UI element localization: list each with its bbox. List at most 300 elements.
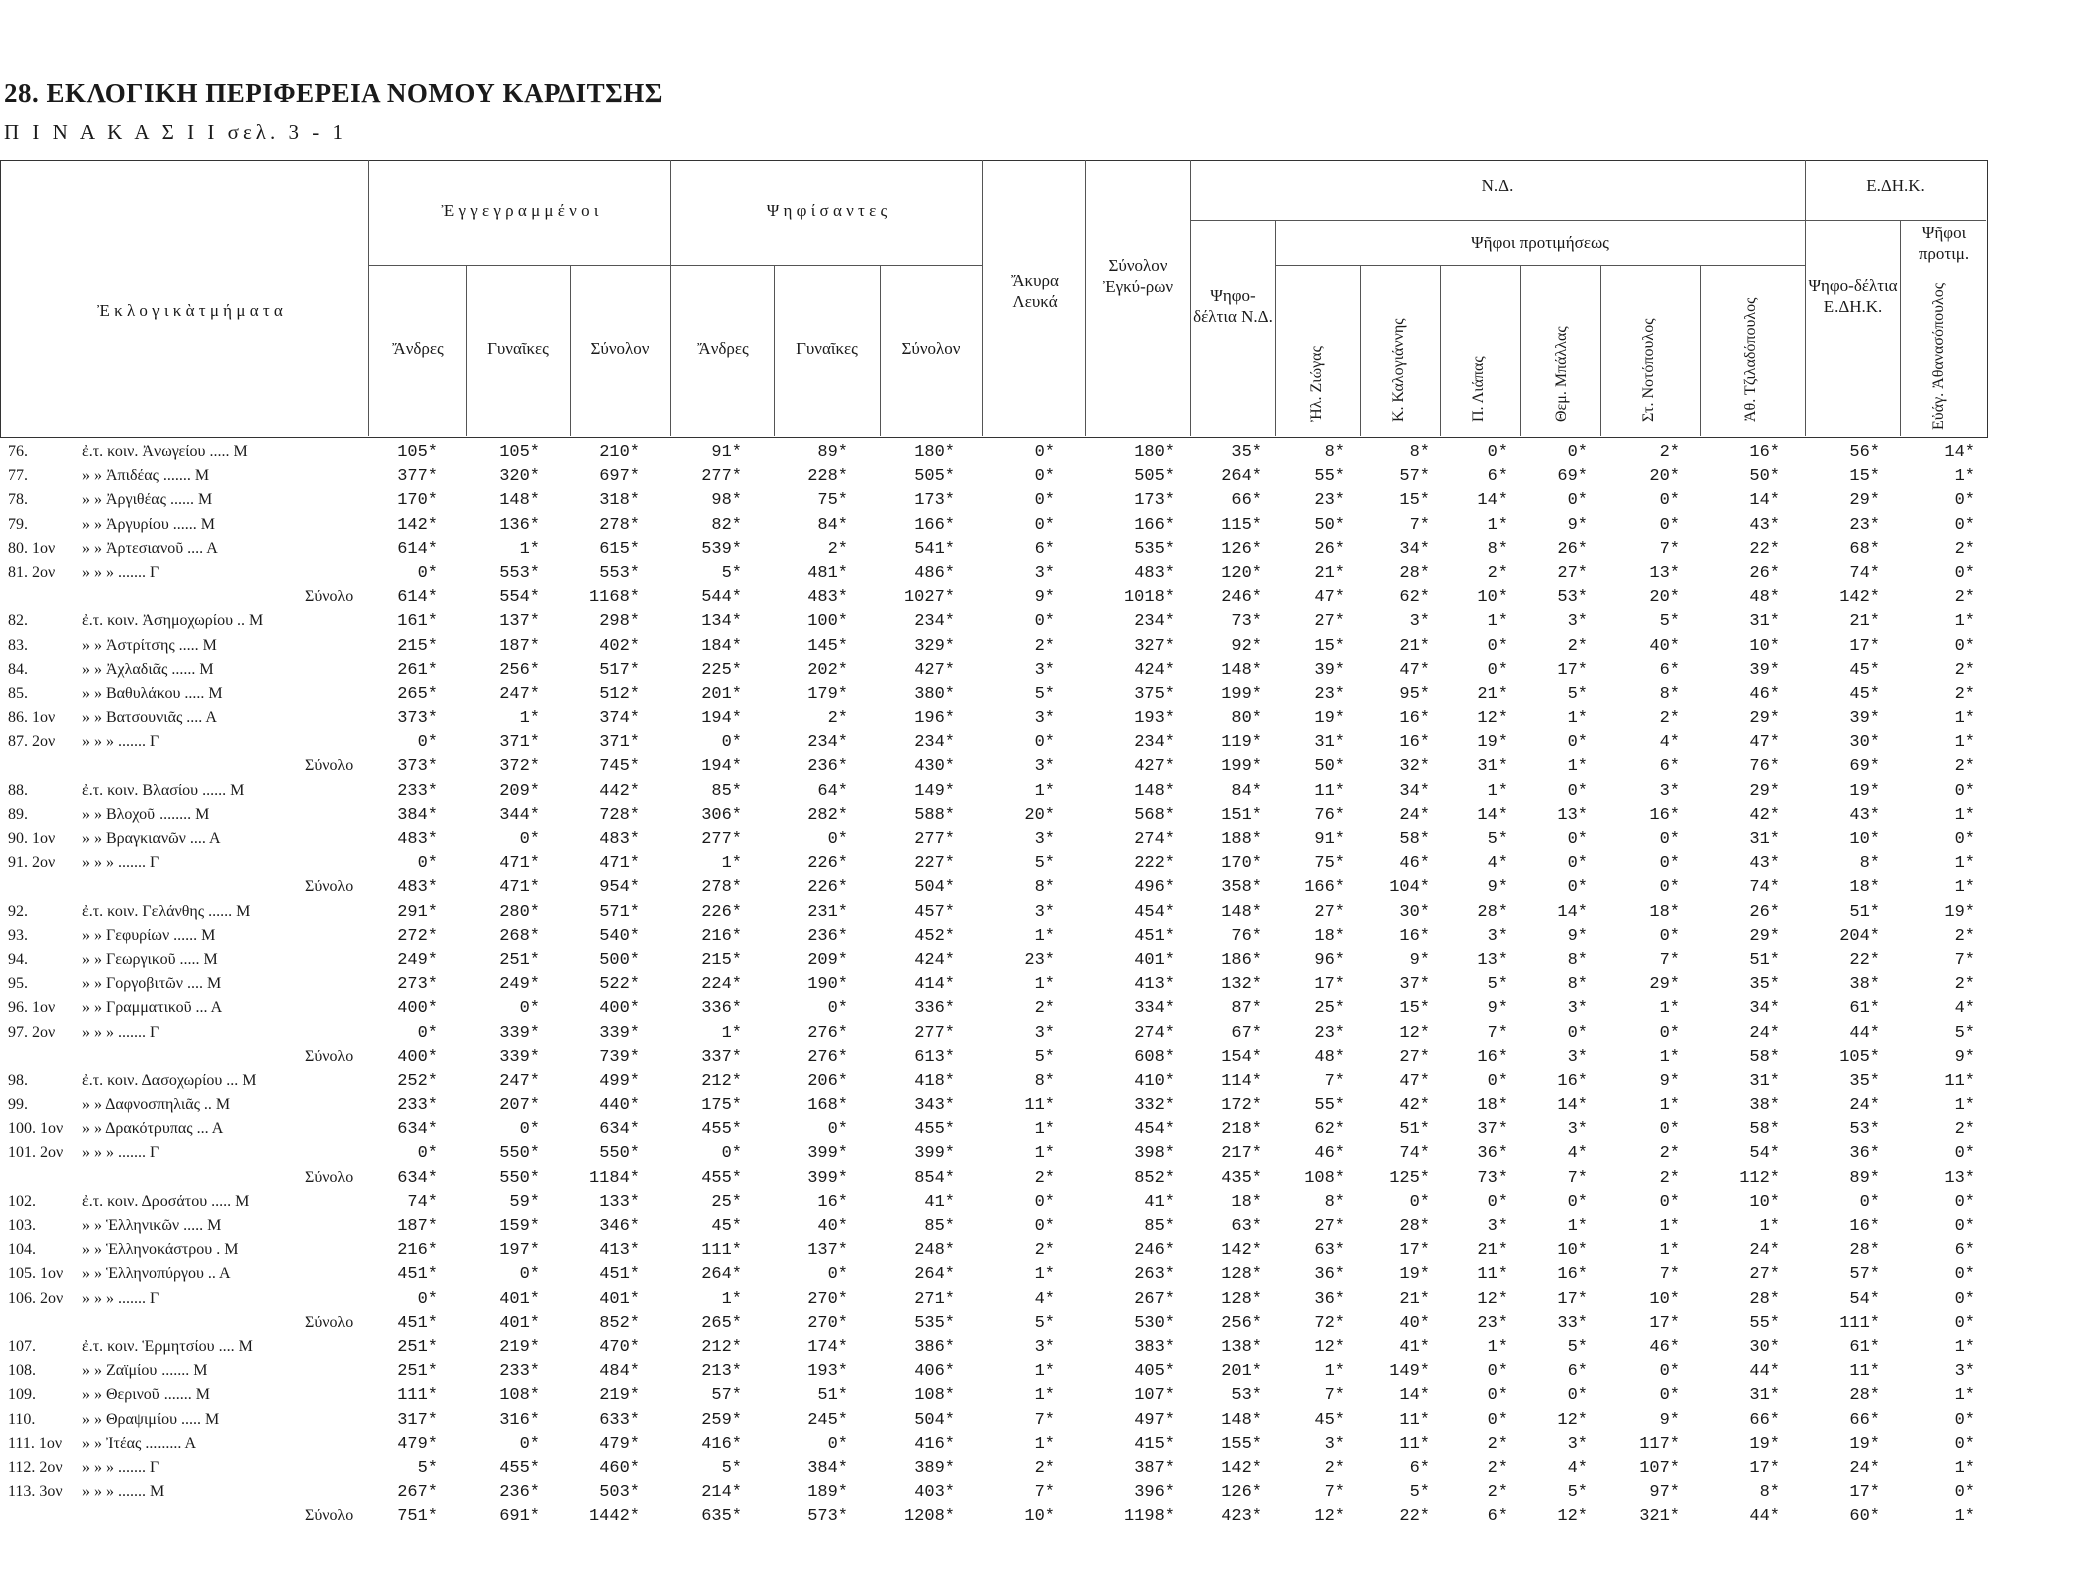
table-cell: 745* <box>599 757 640 777</box>
table-cell: 634* <box>397 1120 438 1140</box>
table-cell: 483* <box>1134 563 1175 583</box>
table-cell: 108* <box>499 1386 540 1406</box>
table-cell: 117* <box>1639 1434 1680 1454</box>
table-cell: 57* <box>1399 467 1430 487</box>
table-cell: 193* <box>1134 709 1175 729</box>
table-cell: 170* <box>397 491 438 511</box>
table-cell: 4* <box>1659 733 1680 753</box>
table-cell: 12* <box>1314 1337 1345 1357</box>
table-row <box>0 1169 1990 1193</box>
row-label: » » Θερινοῦ ....... Μ <box>82 1386 210 1404</box>
table-cell: 265* <box>397 684 438 704</box>
table-cell: 10* <box>1557 1241 1588 1261</box>
row-label: Σύνολο <box>305 1507 354 1525</box>
table-cell: 48* <box>1749 588 1780 608</box>
table-cell: 1* <box>1954 709 1975 729</box>
table-cell: 0* <box>417 1289 438 1309</box>
table-cell: 5* <box>1954 1023 1975 1043</box>
table-cell: 59* <box>509 1192 540 1212</box>
row-label: » » » ....... Γ <box>82 854 160 872</box>
table-cell: 17* <box>1314 975 1345 995</box>
row-number: 107. <box>8 1337 36 1355</box>
table-cell: 691* <box>499 1507 540 1527</box>
table-cell: 413* <box>1134 975 1175 995</box>
header-divider <box>1190 160 1191 436</box>
row-number: 94. <box>8 950 28 968</box>
table-cell: 512* <box>599 684 640 704</box>
table-cell: 274* <box>1134 830 1175 849</box>
table-cell: 199* <box>1221 757 1262 777</box>
row-number: 86. 1ον <box>8 709 56 727</box>
table-cell: 26* <box>1749 563 1780 583</box>
row-number: 89. <box>8 805 28 823</box>
table-row <box>0 1435 1990 1459</box>
row-label: » » Ἀργιθέας ...... Μ <box>82 491 213 509</box>
table-cell: 1* <box>1954 1386 1975 1406</box>
table-cell: 74* <box>1849 563 1880 583</box>
row-number: 110. <box>8 1410 36 1428</box>
table-cell: 155* <box>1221 1434 1262 1454</box>
table-cell: 0* <box>1567 733 1588 753</box>
table-cell: 1* <box>519 709 540 729</box>
table-cell: 19* <box>1944 902 1975 922</box>
table-cell: 1* <box>1487 1337 1508 1357</box>
table-cell: 479* <box>599 1434 640 1454</box>
table-row <box>0 1217 1990 1241</box>
table-cell: 1442* <box>588 1507 640 1527</box>
table-cell: 151* <box>1221 805 1262 825</box>
table-cell: 0* <box>827 830 848 849</box>
table-cell: 187* <box>499 636 540 656</box>
table-cell: 7* <box>1954 950 1975 970</box>
table-cell: 54* <box>1849 1289 1880 1309</box>
registered-header: Ἐ γ γ ε γ ρ α μ μ έ ν ο ι <box>441 201 599 220</box>
table-cell: 0* <box>1954 1265 1975 1285</box>
table-cell: 63* <box>1314 1241 1345 1261</box>
table-cell: 2* <box>1954 588 1975 608</box>
table-cell: 30* <box>1399 902 1430 922</box>
table-cell: 0* <box>1659 1362 1680 1382</box>
row-number: 83. <box>8 636 28 654</box>
table-cell: 9* <box>1034 588 1055 608</box>
table-cell: 36* <box>1314 1289 1345 1309</box>
table-cell: 137* <box>807 1241 848 1261</box>
table-cell: 96* <box>1314 950 1345 970</box>
table-cell: 852* <box>599 1313 640 1333</box>
table-cell: 9* <box>1487 878 1508 898</box>
table-cell: 8* <box>1567 950 1588 970</box>
table-cell: 380* <box>914 684 955 704</box>
table-cell: 346* <box>599 1217 640 1236</box>
table-cell: 339* <box>499 1047 540 1067</box>
table-cell: 401* <box>1134 950 1175 970</box>
table-cell: 336* <box>914 999 955 1019</box>
table-cell: 401* <box>599 1289 640 1309</box>
table-cell: 31* <box>1314 733 1345 753</box>
table-cell: 45* <box>1314 1410 1345 1430</box>
voted-total-header: Σύνολον <box>901 339 961 358</box>
table-cell: 1* <box>1954 1337 1975 1357</box>
table-cell: 246* <box>1134 1241 1175 1261</box>
candidate-header: Στ. Νοτόπουλος <box>1640 318 1657 422</box>
table-cell: 0* <box>1567 1023 1588 1043</box>
row-number: 109. <box>8 1386 36 1404</box>
table-cell: 39* <box>1849 709 1880 729</box>
table-cell: 373* <box>397 709 438 729</box>
table-cell: 553* <box>599 563 640 583</box>
row-number: 97. 2ον <box>8 1023 56 1041</box>
table-cell: 36* <box>1849 1144 1880 1164</box>
row-number: 98. <box>8 1071 28 1089</box>
table-cell: 27* <box>1557 563 1588 583</box>
table-cell: 16* <box>1399 709 1430 729</box>
table-cell: 17* <box>1849 1483 1880 1503</box>
table-cell: 1* <box>1759 1217 1780 1236</box>
table-cell: 18* <box>1649 902 1680 922</box>
table-cell: 74* <box>1749 878 1780 898</box>
table-row <box>0 709 1990 733</box>
table-cell: 108* <box>914 1386 955 1406</box>
table-cell: 234* <box>914 612 955 632</box>
table-cell: 168* <box>807 1096 848 1116</box>
table-cell: 2* <box>1954 539 1975 559</box>
table-row <box>0 999 1990 1023</box>
voted-women-header: Γυναῖκες <box>796 339 858 358</box>
table-cell: 0* <box>519 830 540 849</box>
table-cell: 339* <box>599 1023 640 1043</box>
table-cell: 91* <box>1314 830 1345 849</box>
table-cell: 202* <box>807 660 848 680</box>
table-cell: 277* <box>914 830 955 849</box>
candidate-header: Ἠλ. Ζιώγας <box>1308 346 1325 422</box>
table-cell: 852* <box>1134 1168 1175 1188</box>
table-cell: 0* <box>1659 830 1680 849</box>
table-cell: 44* <box>1749 1362 1780 1382</box>
table-cell: 387* <box>1134 1458 1175 1478</box>
table-cell: 427* <box>1134 757 1175 777</box>
table-cell: 27* <box>1314 1217 1345 1236</box>
table-cell: 43* <box>1849 805 1880 825</box>
row-label: » » » ....... Γ <box>82 563 160 581</box>
table-cell: 21* <box>1477 684 1508 704</box>
table-cell: 16* <box>1557 1265 1588 1285</box>
table-cell: 43* <box>1749 854 1780 874</box>
table-cell: 216* <box>397 1241 438 1261</box>
table-cell: 187* <box>397 1217 438 1236</box>
table-cell: 17* <box>1649 1313 1680 1333</box>
registered-men-header: Ἄνδρες <box>392 339 444 358</box>
table-cell: 37* <box>1477 1120 1508 1140</box>
table-cell: 386* <box>914 1337 955 1357</box>
table-cell: 66* <box>1749 1410 1780 1430</box>
table-cell: 405* <box>1134 1362 1175 1382</box>
table-cell: 7* <box>1324 1483 1345 1503</box>
row-label: » » Γοργοβιτῶν .... Μ <box>82 975 222 993</box>
table-cell: 751* <box>397 1507 438 1527</box>
table-cell: 46* <box>1749 684 1780 704</box>
table-cell: 0* <box>1954 1289 1975 1309</box>
table-cell: 204* <box>1839 926 1880 946</box>
table-cell: 100* <box>807 612 848 632</box>
table-cell: 588* <box>914 805 955 825</box>
table-cell: 3* <box>1034 757 1055 777</box>
table-cell: 92* <box>1231 636 1262 656</box>
table-cell: 39* <box>1749 660 1780 680</box>
table-cell: 0* <box>1034 443 1055 462</box>
table-cell: 553* <box>499 563 540 583</box>
table-cell: 209* <box>499 781 540 801</box>
table-cell: 142* <box>1221 1241 1262 1261</box>
table-cell: 42* <box>1399 1096 1430 1116</box>
table-cell: 1018* <box>1123 588 1175 608</box>
table-cell: 28* <box>1849 1386 1880 1406</box>
table-cell: 573* <box>807 1507 848 1527</box>
table-cell: 44* <box>1849 1023 1880 1043</box>
table-cell: 0* <box>1659 878 1680 898</box>
table-cell: 401* <box>499 1313 540 1333</box>
table-cell: 1* <box>1034 1386 1055 1406</box>
table-row <box>0 1072 1990 1096</box>
table-cell: 35* <box>1749 975 1780 995</box>
table-cell: 471* <box>599 854 640 874</box>
table-cell: 74* <box>1399 1144 1430 1164</box>
table-cell: 400* <box>599 999 640 1019</box>
table-cell: 18* <box>1231 1192 1262 1212</box>
row-label: » » Ζαϊμίου ....... Μ <box>82 1362 208 1380</box>
table-row <box>0 467 1990 491</box>
table-cell: 126* <box>1221 1483 1262 1503</box>
table-cell: 217* <box>1221 1144 1262 1164</box>
table-cell: 28* <box>1849 1241 1880 1261</box>
table-cell: 3* <box>1487 1217 1508 1236</box>
table-cell: 14* <box>1557 902 1588 922</box>
table-cell: 0* <box>721 1144 742 1164</box>
table-cell: 226* <box>807 854 848 874</box>
table-cell: 427* <box>914 660 955 680</box>
table-cell: 2* <box>1324 1458 1345 1478</box>
table-cell: 17* <box>1557 1289 1588 1309</box>
table-cell: 55* <box>1749 1313 1780 1333</box>
table-cell: 69* <box>1557 467 1588 487</box>
table-cell: 451* <box>599 1265 640 1285</box>
candidate-header: Ἀθ. Τζιλαδόπουλος <box>1742 297 1759 422</box>
table-cell: 554* <box>499 588 540 608</box>
table-cell: 6* <box>1409 1458 1430 1478</box>
table-cell: 161* <box>397 612 438 632</box>
table-cell: 496* <box>1134 878 1175 898</box>
row-number: 96. 1ον <box>8 999 56 1017</box>
table-cell: 97* <box>1649 1483 1680 1503</box>
table-cell: 0* <box>1034 515 1055 535</box>
table-cell: 219* <box>599 1386 640 1406</box>
row-number: 95. <box>8 975 28 993</box>
table-cell: 159* <box>499 1217 540 1236</box>
table-cell: 16* <box>1557 1071 1588 1091</box>
table-cell: 24* <box>1749 1241 1780 1261</box>
table-cell: 50* <box>1314 515 1345 535</box>
table-cell: 54* <box>1749 1144 1780 1164</box>
table-cell: 13* <box>1557 805 1588 825</box>
table-cell: 1* <box>1487 612 1508 632</box>
table-cell: 75* <box>817 491 848 511</box>
table-cell: 442* <box>599 781 640 801</box>
table-cell: 0* <box>1567 781 1588 801</box>
table-cell: 133* <box>599 1192 640 1212</box>
table-cell: 2* <box>1659 443 1680 462</box>
table-cell: 19* <box>1314 709 1345 729</box>
table-cell: 38* <box>1749 1096 1780 1116</box>
table-cell: 249* <box>397 950 438 970</box>
table-cell: 142* <box>1839 588 1880 608</box>
table-cell: 739* <box>599 1047 640 1067</box>
table-row <box>0 1144 1990 1168</box>
table-cell: 2* <box>1567 636 1588 656</box>
table-cell: 13* <box>1649 563 1680 583</box>
table-cell: 540* <box>599 926 640 946</box>
table-cell: 132* <box>1221 975 1262 995</box>
table-cell: 9* <box>1487 999 1508 1019</box>
table-cell: 209* <box>807 950 848 970</box>
table-cell: 173* <box>914 491 955 511</box>
row-label: Σύνολο <box>305 757 354 775</box>
table-cell: 1* <box>1954 854 1975 874</box>
table-row <box>0 612 1990 636</box>
table-cell: 633* <box>599 1410 640 1430</box>
table-cell: 0* <box>1487 660 1508 680</box>
table-cell: 0* <box>519 1265 540 1285</box>
table-cell: 550* <box>499 1168 540 1188</box>
row-label: » » Βατσουνιᾶς .... Α <box>82 709 217 727</box>
table-cell: 483* <box>599 830 640 849</box>
table-cell: 0* <box>1954 1144 1975 1164</box>
table-cell: 30* <box>1849 733 1880 753</box>
table-cell: 3* <box>1324 1434 1345 1454</box>
table-cell: 219* <box>499 1337 540 1357</box>
row-label: ἐ.τ. κοιν. Βλασίου ...... Μ <box>82 781 245 799</box>
row-label: » » Γραμματικοῦ ... Α <box>82 999 223 1017</box>
table-cell: 0* <box>1487 443 1508 462</box>
table-cell: 375* <box>1134 684 1175 704</box>
table-cell: 2* <box>1954 684 1975 704</box>
table-cell: 3* <box>1567 612 1588 632</box>
table-row <box>0 854 1990 878</box>
table-cell: 5* <box>1034 854 1055 874</box>
table-cell: 0* <box>1659 1023 1680 1043</box>
table-row <box>0 1290 1990 1314</box>
table-cell: 535* <box>914 1313 955 1333</box>
table-cell: 225* <box>701 660 742 680</box>
table-cell: 249* <box>499 975 540 995</box>
table-cell: 126* <box>1221 539 1262 559</box>
row-number: 79. <box>8 515 28 533</box>
table-cell: 247* <box>499 1071 540 1091</box>
table-cell: 3* <box>1409 612 1430 632</box>
table-cell: 1* <box>721 1023 742 1043</box>
table-cell: 3* <box>1034 1337 1055 1357</box>
table-cell: 12* <box>1399 1023 1430 1043</box>
table-cell: 0* <box>1567 1192 1588 1212</box>
table-cell: 138* <box>1221 1337 1262 1357</box>
table-cell: 327* <box>1134 636 1175 656</box>
table-cell: 3* <box>1567 1047 1588 1067</box>
table-cell: 105* <box>1839 1047 1880 1067</box>
table-cell: 10* <box>1024 1507 1055 1527</box>
table-cell: 98* <box>711 491 742 511</box>
table-cell: 21* <box>1399 636 1430 656</box>
table-cell: 251* <box>397 1337 438 1357</box>
table-row <box>0 1193 1990 1217</box>
table-cell: 201* <box>701 684 742 704</box>
table-cell: 6* <box>1567 1362 1588 1382</box>
header-divider <box>670 160 671 436</box>
table-cell: 28* <box>1749 1289 1780 1309</box>
table-cell: 61* <box>1849 999 1880 1019</box>
row-label: Σύνολο <box>305 1168 354 1186</box>
table-cell: 2* <box>1659 1144 1680 1164</box>
row-label: » » Ἀργυρίου ...... Μ <box>82 515 215 533</box>
table-cell: 128* <box>1221 1265 1262 1285</box>
table-cell: 46* <box>1314 1144 1345 1164</box>
table-cell: 212* <box>701 1337 742 1357</box>
table-cell: 23* <box>1477 1313 1508 1333</box>
table-cell: 11* <box>1477 1265 1508 1285</box>
table-cell: 634* <box>599 1120 640 1140</box>
table-cell: 67* <box>1231 1023 1262 1043</box>
table-cell: 2* <box>1034 1241 1055 1261</box>
table-cell: 454* <box>1134 902 1175 922</box>
table-cell: 454* <box>1134 1120 1175 1140</box>
table-cell: 4* <box>1567 1144 1588 1164</box>
table-cell: 0* <box>1487 636 1508 656</box>
table-cell: 0* <box>1567 443 1588 462</box>
table-cell: 226* <box>701 902 742 922</box>
table-cell: 40* <box>1399 1313 1430 1333</box>
row-label: » » Ἑλληνοκάστρου . Μ <box>82 1241 239 1259</box>
table-cell: 3* <box>1034 660 1055 680</box>
table-cell: 74* <box>407 1192 438 1212</box>
table-cell: 2* <box>1954 660 1975 680</box>
table-cell: 26* <box>1557 539 1588 559</box>
row-number: 93. <box>8 926 28 944</box>
table-cell: 372* <box>499 757 540 777</box>
table-cell: 11* <box>1399 1410 1430 1430</box>
table-cell: 0* <box>1034 1192 1055 1212</box>
table-cell: 522* <box>599 975 640 995</box>
table-cell: 1* <box>1659 999 1680 1019</box>
table-cell: 0* <box>1567 830 1588 849</box>
table-cell: 504* <box>914 878 955 898</box>
table-cell: 500* <box>599 950 640 970</box>
table-cell: 3* <box>1567 999 1588 1019</box>
table-cell: 9* <box>1659 1410 1680 1430</box>
table-cell: 371* <box>499 733 540 753</box>
table-row <box>0 1314 1990 1338</box>
table-cell: 400* <box>397 999 438 1019</box>
table-cell: 201* <box>1221 1362 1262 1382</box>
row-number: 112. 2ον <box>8 1458 63 1476</box>
row-label: » » Γεφυρίων ...... Μ <box>82 926 216 944</box>
header-divider <box>368 160 369 436</box>
table-cell: 0* <box>1954 1434 1975 1454</box>
table-cell: 128* <box>1221 1289 1262 1309</box>
table-cell: 22* <box>1849 950 1880 970</box>
table-cell: 10* <box>1477 588 1508 608</box>
table-cell: 75* <box>1314 854 1345 874</box>
table-cell: 398* <box>1134 1144 1175 1164</box>
table-cell: 339* <box>499 1023 540 1043</box>
table-cell: 7* <box>1659 950 1680 970</box>
table-cell: 0* <box>417 1144 438 1164</box>
